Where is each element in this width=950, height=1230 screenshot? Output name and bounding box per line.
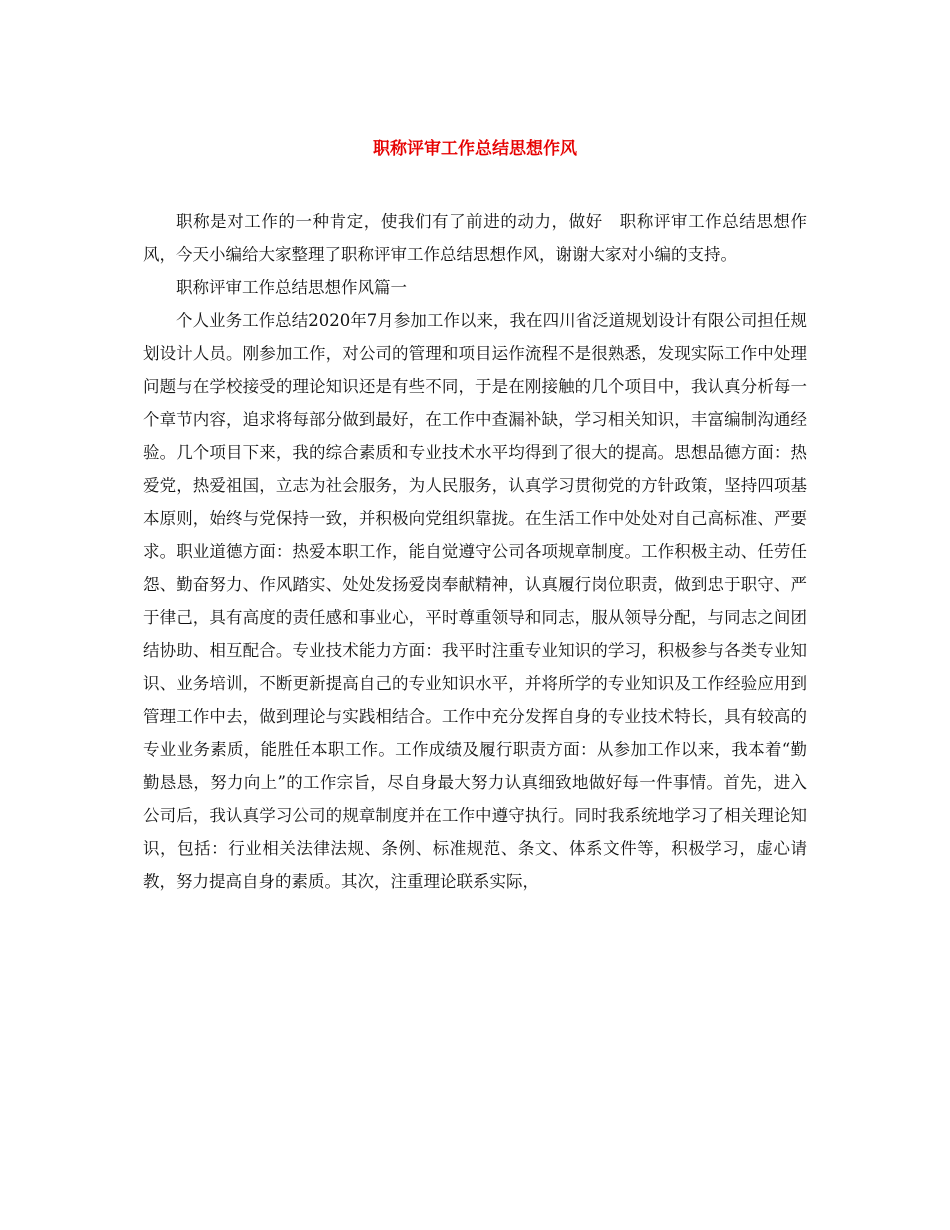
document-body [143, 205, 807, 898]
document-title: 职称评审工作总结思想作风 [373, 139, 577, 159]
body-paragraph: 个人业务工作总结2020年7月参加工作以来，我在四川省泛道规划设计有限公司担任规划设计人员。刚参加工作，对公司的管理和项目运作流程不是很熟悉，发现实际工作中处理问题与在学校接受的理论知识还是有些不同，于是在刚接触的几个项目中，我认真分析每一个章节内容，追求将每部分做到最好，在工作中查漏补缺，学习相关知识，丰富编制沟通经验。几个项目下来，我的综合素质和专业技术水平均得到了很大的提高。思想品德方面：热爱党，热爱祖国，立志为社会服务，为人民服务，认真学习贯彻党的方针政策，坚持四项基本原则，始终与党保持一致，并积极向党组织靠拢。在生活工作中处处对自己高标准、严要求。职业道德方面：热爱本职工作，能自觉遵守公司各项规章制度。工作积极主动、任劳任怨、勤奋努力、作风踏实、处处发扬爱岗奉献精神，认真履行岗位职责，做到忠于职守、严于律己，具有高度的责任感和事业心，平时尊重领导和同志，服从领导分配，与同志之间团结协助、相互配合。专业技术能力方面：我平时注重专业知识的学习，积极参与各类专业知识、业务培训，不断更新提高自己的专业知识水平，并将所学的专业知识及工作经验应用到管理工作中去，做到理论与实践相结合。工作中充分发挥自身的专业技术特长，具有较高的专业业务素质，能胜任本职工作。工作成绩及履行职责方面：从参加工作以来，我本着“勤勤恳恳，努力向上”的工作宗旨，尽自身最大努力认真细致地做好每一件事情。首先，进入公司后，我认真学习公司的规章制度并在工作中遵守执行。同时我系统地学习了相关理论知识，包括：行业相关法律法规、条例、标准规范、条文、体系文件等，积极学习，虚心请教，努力提高自身的素质。其次，注重理论联系实际， [143, 311, 807, 891]
intro-paragraph: 职称是对工作的一种肯定，使我们有了前进的动力，做好 职称评审工作总结思想作风，今天小编给大家整理了职称评审工作总结思想作风，谢谢大家对小编的支持。 [143, 212, 807, 264]
section-heading: 职称评审工作总结思想作风篇一 [176, 278, 407, 297]
